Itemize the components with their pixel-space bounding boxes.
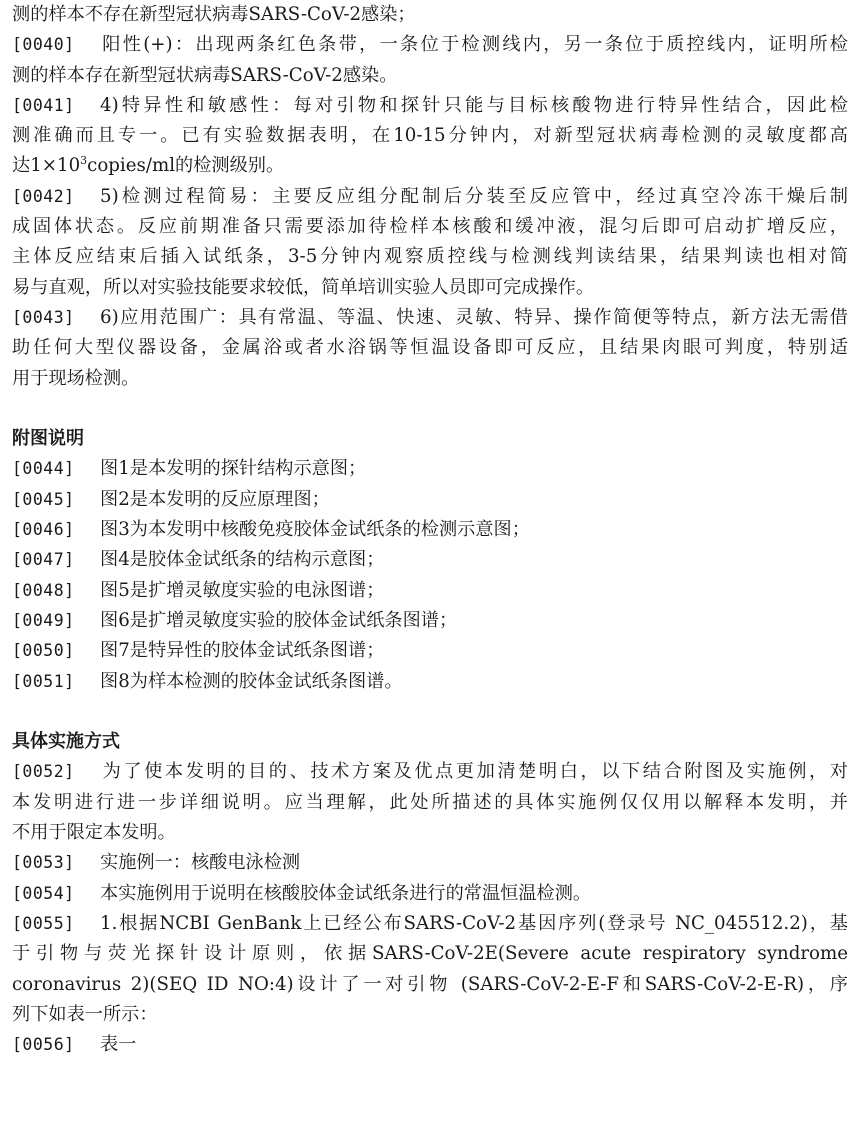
paragraph-0041-line-1 (12, 91, 848, 121)
section-heading-embodiment: 具体实施方式 (12, 731, 120, 753)
line-text: 5)检测过程简易：主要反应组分配制后分装至反应管中，经过真空冷冻干燥后制 (100, 185, 848, 207)
text-line (12, 0, 848, 30)
figure-description: 图6是扩增灵敏度实验的胶体金试纸条图谱； (100, 609, 458, 631)
paragraph-0042-line-2 (12, 212, 848, 242)
line-text: 成固体状态。反应前期准备只需要添加待检样本核酸和缓冲液，混匀后即可启动扩增反应， (12, 216, 848, 238)
paragraph-number: [0052] (12, 762, 75, 782)
paragraph-0055-line-3 (12, 970, 848, 1000)
figure-item (12, 454, 848, 484)
figure-item (12, 636, 848, 666)
line-text: 测准确而且专一。已有实验数据表明，在10-15分钟内，对新型冠状病毒检测的灵敏度都高 (12, 125, 848, 147)
section-heading-figures: 附图说明 (12, 428, 84, 450)
line-text: 列下如表一所示： (12, 1003, 158, 1025)
line-text: 不用于限定本发明。 (12, 822, 176, 844)
figure-description: 图7是特异性的胶体金试纸条图谱； (100, 640, 385, 662)
paragraph-number: [0044] (12, 459, 75, 479)
figure-item (12, 606, 848, 636)
paragraph-number: [0053] (12, 853, 75, 873)
paragraph-0053 (12, 848, 848, 878)
paragraph-number: [0043] (12, 307, 75, 327)
paragraph-0055-line-1 (12, 909, 848, 939)
paragraph-number: [0040] (12, 35, 75, 55)
line-text: 本实施例用于说明在核酸胶体金试纸条进行的常温恒温检测。 (100, 882, 592, 904)
paragraph-number: [0047] (12, 550, 75, 570)
document-page (12, 0, 848, 1060)
line-text: 阳性(+)：出现两条红色条带，一条位于检测线内，另一条位于质控线内，证明所检 (100, 34, 848, 56)
paragraph-number: [0041] (12, 95, 75, 115)
paragraph-0043-line-2 (12, 333, 848, 363)
line-text: 助任何大型仪器设备，金属浴或者水浴锅等恒温设备即可反应，且结果肉眼可判度，特别适 (12, 337, 848, 359)
paragraph-0042-line-4 (12, 273, 848, 303)
figure-description: 图8为样本检测的胶体金试纸条图谱。 (100, 670, 403, 692)
line-text: 用于现场检测。 (12, 367, 140, 389)
line-text: 达1×10 (12, 155, 81, 177)
paragraph-0052-line-2 (12, 788, 848, 818)
line-text: 测的样本存在新型冠状病毒SARS-CoV-2感染。 (12, 64, 398, 86)
line-text: coronavirus 2)(SEQ ID NO:4)设计了一对引物 (SARS-CoV-2-E-F和SARS-CoV-2-E-R)，序 (12, 973, 848, 995)
line-text: 本发明进行进一步详细说明。应当理解，此处所描述的具体实施例仅仅用以解释本发明，并 (12, 791, 848, 813)
superscript-exponent: 3 (80, 154, 88, 168)
line-text: 6)应用范围广：具有常温、等温、快速、灵敏、特异、操作简便等特点，新方法无需借 (100, 306, 848, 328)
table-caption: 表一 (100, 1034, 137, 1056)
line-text: copies/ml的检测级别。 (87, 155, 285, 177)
paragraph-number: [0049] (12, 610, 75, 630)
paragraph-number: [0046] (12, 520, 75, 540)
line-text: 4)特异性和敏感性：每对引物和探针只能与目标核酸物进行特异性结合，因此检 (100, 94, 848, 116)
paragraph-number: [0051] (12, 671, 75, 691)
paragraph-number: [0054] (12, 883, 75, 903)
figure-item (12, 576, 848, 606)
paragraph-0052-line-1 (12, 757, 848, 787)
paragraph-0040-line-2 (12, 61, 848, 91)
paragraph-number: [0045] (12, 489, 75, 509)
paragraph-0041-line-3 (12, 151, 848, 181)
paragraph-0052-line-3 (12, 818, 848, 848)
figure-description: 图4是胶体金试纸条的结构示意图； (100, 549, 385, 571)
line-text: 主体反应结束后插入试纸条，3-5分钟内观察质控线与检测线判读结果，结果判读也相对简 (12, 246, 848, 268)
paragraph-0042-line-3 (12, 242, 848, 272)
line-text: 于引物与荧光探针设计原则，依据SARS-CoV-2E(Severe acute respiratory syndrome (12, 943, 848, 965)
paragraph-0056 (12, 1030, 848, 1060)
paragraph-0054 (12, 879, 848, 909)
figure-description: 图3为本发明中核酸免疫胶体金试纸条的检测示意图； (100, 519, 530, 541)
paragraph-0055-line-4 (12, 1000, 848, 1030)
section-spacer (12, 697, 848, 727)
paragraph-0041-line-2 (12, 121, 848, 151)
paragraph-number: [0048] (12, 580, 75, 600)
line-text: 为了使本发明的目的、技术方案及优点更加清楚明白，以下结合附图及实施例，对 (100, 761, 848, 783)
figure-item (12, 667, 848, 697)
line-text: 实施例一：核酸电泳检测 (100, 852, 301, 874)
paragraph-0055-line-2 (12, 939, 848, 969)
line-text: 1.根据NCBI GenBank上已经公布SARS-CoV-2基因序列(登录号 NC_045512.2)，基 (100, 912, 848, 934)
figure-description: 图2是本发明的反应原理图； (100, 488, 330, 510)
paragraph-number: [0056] (12, 1035, 75, 1055)
figure-description: 图5是扩增灵敏度实验的电泳图谱； (100, 579, 385, 601)
figure-item (12, 545, 848, 575)
figure-description: 图1是本发明的探针结构示意图； (100, 458, 367, 480)
paragraph-0042-line-1 (12, 182, 848, 212)
paragraph-0043-line-3 (12, 364, 848, 394)
paragraph-0043-line-1 (12, 303, 848, 333)
paragraph-number: [0042] (12, 186, 75, 206)
paragraph-number: [0050] (12, 641, 75, 661)
line-text: 易与直观，所以对实验技能要求较低，简单培训实验人员即可完成操作。 (12, 276, 595, 298)
figure-item (12, 515, 848, 545)
line-text: 测的样本不存在新型冠状病毒SARS-CoV-2感染； (12, 4, 416, 25)
section-spacer (12, 394, 848, 424)
paragraph-number: [0055] (12, 913, 75, 933)
figure-item (12, 485, 848, 515)
paragraph-0040-line-1 (12, 30, 848, 60)
